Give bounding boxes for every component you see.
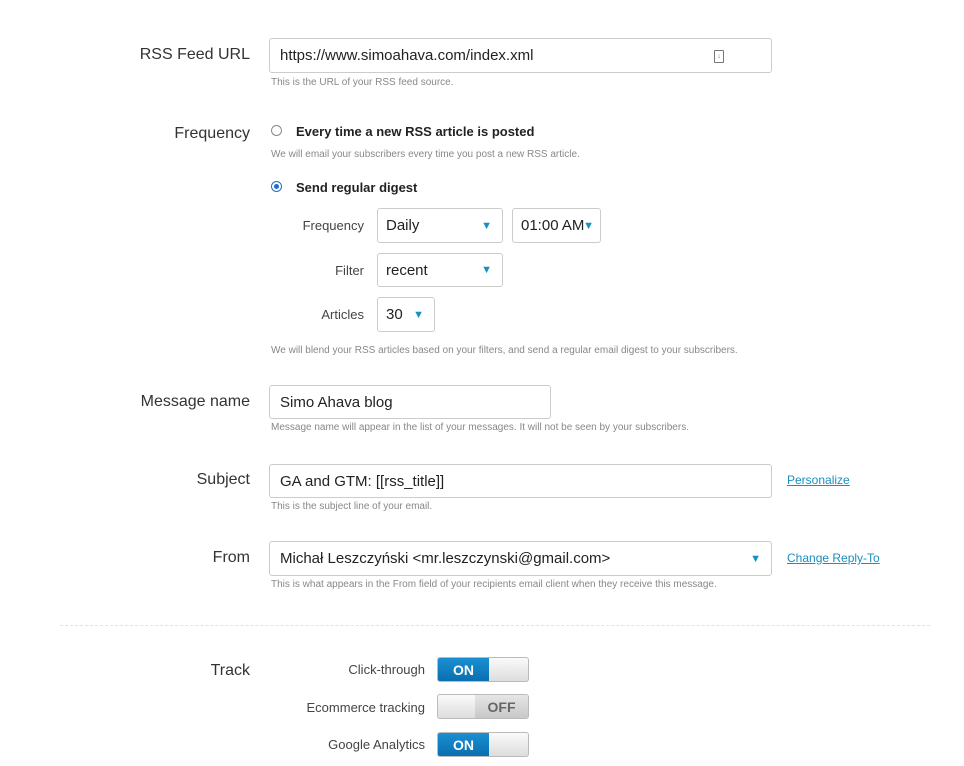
toggle-state: OFF: [475, 695, 528, 718]
radio-regular-digest[interactable]: [271, 181, 282, 192]
subject-help: This is the subject line of your email.: [271, 501, 433, 512]
articles-label: Articles: [321, 307, 364, 322]
google-analytics-toggle[interactable]: [437, 732, 529, 757]
toggle-state: ON: [438, 658, 489, 681]
radio-every-article[interactable]: [271, 125, 282, 136]
digest-frequency-label: Frequency: [302, 218, 364, 233]
subject-input[interactable]: [269, 464, 772, 498]
message-name-value: Simo Ahava blog: [280, 393, 393, 411]
frequency-label: Frequency: [174, 125, 250, 142]
rss-help: This is the URL of your RSS feed source.: [271, 77, 454, 88]
ecommerce-tracking-toggle[interactable]: [437, 694, 529, 719]
contact-card-icon[interactable]: ↓: [714, 50, 724, 63]
message-name-label: Message name: [140, 393, 250, 410]
chevron-down-icon: ▼: [481, 264, 492, 276]
digest-frequency-select[interactable]: [377, 208, 503, 243]
filter-value: recent: [386, 261, 428, 279]
radio-every-article-label[interactable]: Every time a new RSS article is posted: [296, 124, 535, 139]
filter-select[interactable]: [377, 253, 503, 287]
digest-time-value: 01:00 AM: [521, 217, 585, 234]
filter-label: Filter: [335, 263, 364, 278]
subject-value: GA and GTM: [[rss_title]]: [280, 472, 445, 490]
from-value: Michał Leszczyński <mr.leszczynski@gmail.com>: [280, 550, 611, 567]
personalize-link[interactable]: Personalize: [787, 473, 850, 487]
click-through-label: Click-through: [348, 662, 425, 677]
articles-value: 30: [386, 306, 403, 323]
chevron-down-icon: ▼: [481, 219, 492, 232]
rss-feed-url-value: https://www.simoahava.com/index.xml: [280, 47, 534, 64]
digest-help: We will blend your RSS articles based on your filters, and send a regular email digest to your subscribers.: [271, 345, 738, 356]
chevron-down-icon: ▼: [583, 219, 594, 232]
ecommerce-tracking-label: Ecommerce tracking: [306, 700, 425, 715]
chevron-down-icon: ▼: [750, 552, 761, 565]
divider: [60, 625, 930, 626]
click-through-toggle[interactable]: [437, 657, 529, 682]
chevron-down-icon: ▼: [413, 308, 424, 321]
digest-frequency-value: Daily: [386, 217, 420, 234]
from-help: This is what appears in the From field of your recipients email client when they receive this message.: [271, 579, 717, 590]
track-label: Track: [210, 662, 250, 679]
from-label: From: [212, 549, 250, 566]
change-reply-to-link[interactable]: Change Reply-To: [787, 551, 880, 565]
google-analytics-label: Google Analytics: [328, 737, 425, 752]
radio-regular-digest-label[interactable]: Send regular digest: [296, 180, 418, 195]
articles-select[interactable]: [377, 297, 435, 332]
rss-feed-url-input[interactable]: [269, 38, 772, 73]
from-select[interactable]: [269, 541, 772, 576]
message-name-input[interactable]: [269, 385, 551, 419]
digest-time-select[interactable]: [512, 208, 601, 243]
subject-label: Subject: [196, 471, 250, 488]
message-name-help: Message name will appear in the list of your messages. It will not be seen by your subscribers.: [271, 422, 689, 433]
toggle-state: ON: [438, 733, 489, 756]
rss-feed-url-label: RSS Feed URL: [139, 46, 250, 63]
every-article-help: We will email your subscribers every time you post a new RSS article.: [271, 149, 580, 160]
